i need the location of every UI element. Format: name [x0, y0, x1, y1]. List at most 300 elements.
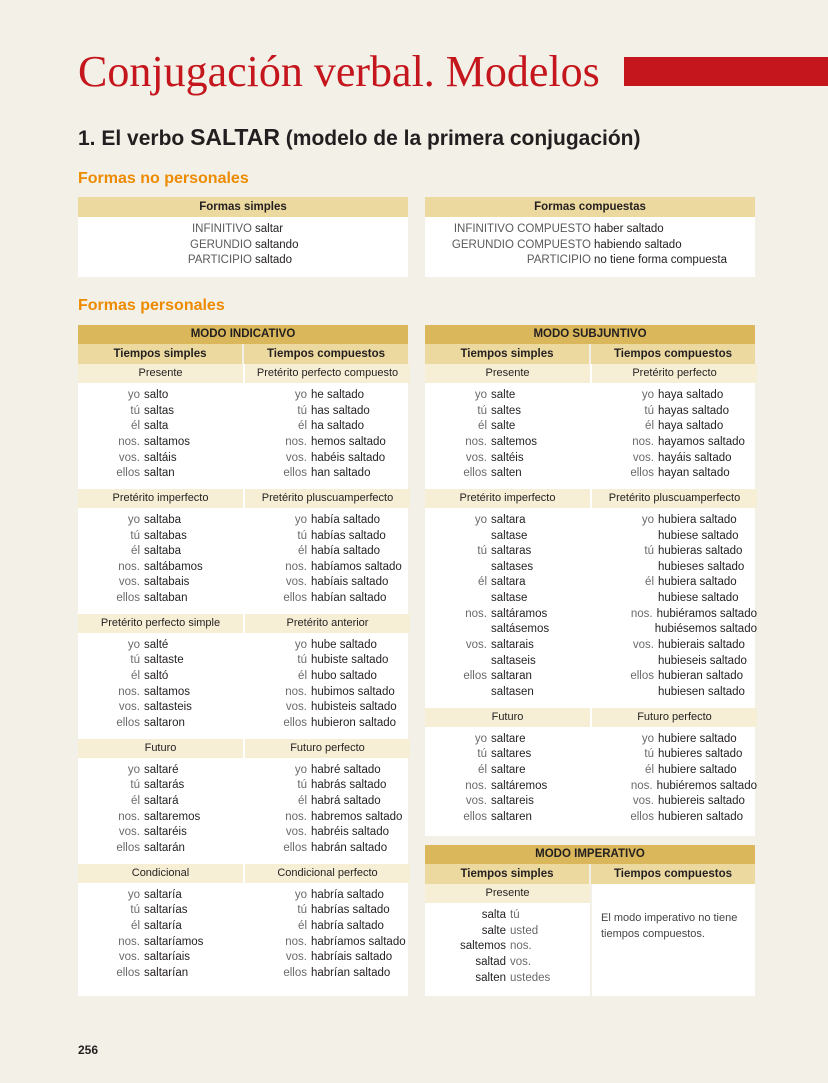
- pronoun: tú: [297, 654, 307, 667]
- verb-form: saltáremos: [491, 779, 548, 792]
- tense-block: [78, 614, 243, 732]
- verb-form: saltásemos: [491, 623, 550, 636]
- conjugation-row: [78, 700, 243, 716]
- pronoun: nos.: [465, 435, 487, 448]
- conjugation-row: [78, 388, 243, 404]
- tense-header: Pretérito imperfecto: [78, 489, 243, 508]
- verb-form: saltabais: [144, 576, 190, 589]
- verb-form: saltemos: [491, 435, 538, 448]
- conjugation-row: [78, 716, 243, 732]
- pronoun: él: [298, 545, 307, 558]
- verb-form: salte: [481, 924, 506, 937]
- verb-form: salta: [481, 909, 506, 921]
- formas-simples-list: [78, 217, 408, 269]
- np-row: [78, 238, 408, 254]
- verb-form: saltaban: [144, 592, 188, 605]
- conjugation-row: [425, 685, 590, 701]
- conjugation-row: [78, 794, 243, 810]
- formas-compuestas-list: [425, 217, 755, 269]
- conjugation-row: [78, 591, 243, 607]
- pronoun: tú: [130, 904, 140, 917]
- conjugation-row: [245, 466, 410, 482]
- conjugation-row: [245, 950, 410, 966]
- conjugation-row: [592, 404, 757, 420]
- conjugation-row: [78, 560, 243, 576]
- verb-form: hayamos saltado: [658, 435, 745, 448]
- indicativo-col-simples: Tiempos simples: [78, 344, 242, 364]
- tense-forms: [78, 883, 243, 982]
- conjugation-row: [425, 435, 590, 451]
- conjugation-row: [245, 919, 410, 935]
- pronoun: ellos: [283, 592, 307, 605]
- pronoun: tú: [477, 404, 487, 417]
- verb-form: hemos saltado: [311, 435, 386, 448]
- verb-form: haya saltado: [658, 420, 724, 433]
- pronoun: tú: [130, 404, 140, 417]
- tense-block: [245, 614, 410, 732]
- verb-form: saltamos: [144, 685, 191, 698]
- verb-form: saltaríamos: [144, 935, 204, 948]
- verb-form: hubimos saltado: [311, 685, 395, 698]
- conjugation-row: [592, 451, 757, 467]
- verb-form: salten: [475, 971, 506, 984]
- verb-form: han saltado: [311, 467, 371, 480]
- pronoun: vos.: [285, 451, 307, 464]
- pronoun: él: [131, 919, 140, 932]
- conjugation-row: [592, 763, 757, 779]
- pronoun: él: [478, 420, 487, 433]
- verb-form: saltarías: [144, 904, 188, 917]
- verb-form: saltaseis: [491, 654, 536, 667]
- np-row: [425, 222, 755, 238]
- verb-form: saltaras: [491, 545, 532, 558]
- verb-form: hubiera saltado: [658, 576, 737, 589]
- verb-form: saltéis: [491, 451, 524, 464]
- tense-forms: [78, 633, 243, 732]
- np-label: GERUNDIO COMPUESTO: [451, 238, 591, 251]
- verb-form: saltará: [144, 794, 179, 807]
- verb-form: saltes: [491, 404, 522, 417]
- subjuntivo-table: [425, 325, 755, 836]
- conjugation-row: [78, 575, 243, 591]
- tense-header: Condicional: [78, 864, 243, 883]
- conjugation-row: [245, 763, 410, 779]
- pronoun: [592, 529, 658, 545]
- verb-form: saltara: [491, 513, 526, 526]
- conjugation-row: [245, 841, 410, 857]
- formas-compuestas-box: [425, 197, 755, 277]
- pronoun: vos.: [465, 795, 487, 808]
- pronoun: tú: [644, 404, 654, 417]
- conjugation-row: [592, 794, 757, 810]
- pronoun: yo: [474, 513, 487, 526]
- verb-form: hubiéramos saltado: [656, 607, 757, 620]
- conjugation-row: [245, 575, 410, 591]
- np-row: [78, 222, 408, 238]
- verb-form: habríamos saltado: [311, 935, 406, 948]
- verb-form: saltaría: [144, 888, 182, 901]
- conjugation-row: [78, 638, 243, 654]
- tense-block: [592, 708, 757, 826]
- pronoun: vos.: [285, 951, 307, 964]
- pronoun: nos.: [630, 779, 653, 792]
- pronoun: nos.: [118, 435, 140, 448]
- verb-form: saltaréis: [144, 826, 187, 839]
- conjugation-row: [425, 560, 590, 576]
- conjugation-row: [245, 560, 410, 576]
- pronoun: ustedes: [510, 971, 551, 984]
- verb-form: saltemos: [459, 940, 506, 953]
- conjugation-row: [78, 451, 243, 467]
- tense-forms: [245, 758, 410, 857]
- pronoun: [592, 685, 658, 701]
- pronoun: yo: [641, 389, 654, 401]
- conjugation-row: [425, 591, 590, 607]
- pronoun: vos.: [510, 956, 532, 969]
- verb-form: habréis saltado: [311, 826, 389, 839]
- pronoun: nos.: [118, 810, 140, 823]
- page-title: Conjugación verbal. Modelos: [78, 47, 600, 96]
- conjugation-row: [78, 404, 243, 420]
- conjugation-row: [425, 529, 590, 545]
- pronoun: nos.: [285, 935, 307, 948]
- pronoun: ellos: [116, 841, 140, 854]
- pronoun: ellos: [283, 717, 307, 729]
- tense-forms: [425, 727, 590, 826]
- pronoun: [425, 654, 491, 670]
- verb-form: salto: [144, 389, 169, 401]
- tense-header: Pretérito imperfecto: [425, 489, 590, 508]
- conjugation-row: [78, 810, 243, 826]
- conjugation-row: [245, 810, 410, 826]
- np-value: saltado: [255, 254, 293, 266]
- tense-block: [78, 489, 243, 607]
- pronoun: ellos: [463, 670, 487, 683]
- verb-form: saltaremos: [144, 810, 201, 823]
- verb-form: habrá saltado: [311, 794, 381, 807]
- pronoun: él: [645, 420, 654, 433]
- tense-forms: [78, 383, 243, 482]
- verb-form: has saltado: [311, 404, 370, 417]
- pronoun: ellos: [630, 810, 654, 823]
- verb-form: saltaste: [144, 654, 184, 667]
- pronoun: nos.: [118, 935, 140, 948]
- pronoun: él: [131, 420, 140, 433]
- conjugation-row: [592, 560, 757, 576]
- pronoun: él: [478, 763, 487, 776]
- verb-form: saltare: [491, 732, 526, 745]
- np-label: INFINITIVO COMPUESTO: [453, 223, 591, 235]
- tense-block: [245, 739, 410, 857]
- conjugation-row: [592, 779, 757, 795]
- np-value: saltando: [255, 238, 299, 251]
- verb-form: hubieron saltado: [311, 717, 397, 729]
- verb-form: hubieres saltado: [658, 748, 743, 761]
- verb-form: hayas saltado: [658, 404, 729, 417]
- pronoun: [425, 685, 491, 701]
- verb-form: salté: [144, 638, 169, 651]
- conjugation-row: [245, 966, 410, 982]
- pronoun: yo: [294, 763, 307, 776]
- section-number: 1.: [78, 127, 96, 150]
- pronoun: vos.: [285, 576, 307, 589]
- formas-simples-box: [78, 197, 408, 277]
- conjugation-row: [78, 825, 243, 841]
- conjugation-row: [245, 903, 410, 919]
- conjugation-row: [245, 685, 410, 701]
- verb-form: saltad: [475, 956, 506, 969]
- conjugation-row: [592, 810, 757, 826]
- pronoun: tú: [130, 529, 140, 542]
- conjugation-row: [425, 638, 590, 654]
- tense-forms: [245, 383, 410, 482]
- pronoun: nos.: [510, 940, 532, 953]
- pronoun: [592, 654, 658, 670]
- tense-block: [78, 739, 243, 857]
- conjugation-row: [245, 388, 410, 404]
- indicativo-column-headers: [78, 344, 408, 364]
- verb-form: saltó: [144, 670, 169, 683]
- conjugation-row: [245, 716, 410, 732]
- pronoun: ellos: [463, 810, 487, 823]
- pronoun: vos.: [118, 951, 140, 964]
- verb-form: hubieses saltado: [658, 560, 745, 573]
- pronoun: ellos: [116, 467, 140, 480]
- tense-header: Futuro: [78, 739, 243, 758]
- pronoun: ellos: [283, 841, 307, 854]
- verb-form: habría saltado: [311, 888, 384, 901]
- conjugation-row: [425, 763, 590, 779]
- verb-form: habían saltado: [311, 592, 387, 605]
- verb-form: he saltado: [311, 389, 365, 401]
- conjugation-row: [78, 888, 243, 904]
- pronoun: [425, 591, 491, 607]
- verb-form: hubo saltado: [311, 670, 377, 683]
- conjugation-row: [78, 935, 243, 951]
- conjugation-row: [425, 622, 590, 638]
- conjugation-row: [245, 591, 410, 607]
- pronoun: vos.: [118, 576, 140, 589]
- pronoun: vos.: [118, 451, 140, 464]
- conjugation-row: [78, 529, 243, 545]
- tense-header: Pretérito perfecto simple: [78, 614, 243, 633]
- pronoun: vos.: [465, 451, 487, 464]
- conjugation-row: [592, 435, 757, 451]
- tense-block: [425, 489, 590, 701]
- tense-header: Futuro: [425, 708, 590, 727]
- title-accent-bar: [624, 57, 828, 86]
- conjugation-row: [592, 544, 757, 560]
- conjugation-row: [425, 544, 590, 560]
- conjugation-row: [245, 700, 410, 716]
- verb-form: saltáramos: [491, 607, 548, 620]
- verb-form: saltase: [491, 529, 528, 542]
- pronoun: tú: [297, 529, 307, 542]
- verb-form: saltase: [491, 592, 528, 605]
- conjugation-row: [592, 575, 757, 591]
- conjugation-row: [245, 669, 410, 685]
- conjugation-row: [245, 935, 410, 951]
- imperativo-simples-column: [425, 884, 590, 986]
- pronoun: yo: [294, 389, 307, 401]
- conjugation-row: [425, 466, 590, 482]
- pronoun: vos.: [632, 639, 654, 652]
- pronoun: nos.: [465, 607, 487, 620]
- np-label: INFINITIVO: [191, 223, 252, 235]
- pronoun: [425, 622, 491, 638]
- conjugation-row: [425, 575, 590, 591]
- imperative-row: [425, 924, 590, 940]
- personales-heading: Formas personales: [78, 297, 225, 314]
- imperative-row: [425, 971, 590, 987]
- tense-block: [245, 864, 410, 982]
- pronoun: vos.: [285, 826, 307, 839]
- np-value: haber saltado: [594, 223, 664, 235]
- verb-form: hubieran saltado: [658, 670, 744, 683]
- pronoun: él: [131, 670, 140, 683]
- pronoun: vos.: [285, 701, 307, 714]
- conjugation-row: [592, 591, 757, 607]
- verb-form: saltare: [491, 763, 526, 776]
- tense-forms: [78, 508, 243, 607]
- verb-form: hubieseis saltado: [658, 654, 747, 667]
- conjugation-row: [425, 404, 590, 420]
- pronoun: nos.: [285, 560, 307, 573]
- verb-form: saltaron: [144, 717, 185, 729]
- pronoun: [425, 560, 491, 576]
- pronoun: vos.: [118, 701, 140, 714]
- conjugation-row: [245, 435, 410, 451]
- np-value: saltar: [255, 223, 284, 235]
- subjuntivo-col-simples: Tiempos simples: [425, 344, 589, 364]
- verb-form: hubiste saltado: [311, 654, 389, 667]
- conjugation-row: [245, 419, 410, 435]
- pronoun: él: [298, 420, 307, 433]
- conjugation-row: [425, 810, 590, 826]
- pronoun: él: [131, 545, 140, 558]
- verb-form: hubieras saltado: [658, 545, 743, 558]
- conjugation-row: [245, 544, 410, 560]
- pronoun: [425, 529, 491, 545]
- imperativo-col-compuestos: Tiempos compuestos: [589, 864, 755, 884]
- verb-form: habrían saltado: [311, 966, 391, 979]
- tense-block: [592, 489, 757, 701]
- verb-form: saltaba: [144, 513, 182, 526]
- pronoun: él: [645, 576, 654, 589]
- pronoun: tú: [297, 904, 307, 917]
- verb-form: hubisteis saltado: [311, 701, 397, 714]
- verb-form: saltarían: [144, 966, 189, 979]
- verb-form: salta: [144, 420, 169, 433]
- conjugation-row: [592, 747, 757, 763]
- verb-form: habremos saltado: [311, 810, 403, 823]
- formas-simples-header: Formas simples: [78, 197, 408, 217]
- verb-form: saltábamos: [144, 560, 203, 573]
- imperative-row: [425, 939, 590, 955]
- pronoun: ellos: [463, 467, 487, 480]
- pronoun: tú: [477, 748, 487, 761]
- conjugation-row: [245, 778, 410, 794]
- conjugation-row: [245, 451, 410, 467]
- verb-form: habrías saltado: [311, 904, 390, 917]
- conjugation-row: [78, 466, 243, 482]
- verb-form: haya saltado: [658, 389, 724, 401]
- pronoun: [592, 591, 658, 607]
- indicativo-col-compuestos: Tiempos compuestos: [242, 344, 408, 364]
- verb-form: saltan: [144, 467, 175, 480]
- verb-form: hayáis saltado: [658, 451, 732, 464]
- tense-block: [245, 489, 410, 607]
- tense-header: Condicional perfecto: [245, 864, 410, 883]
- conjugation-row: [78, 544, 243, 560]
- verb-form: hubiere saltado: [658, 763, 737, 776]
- subjuntivo-column-headers: [425, 344, 755, 364]
- tense-block: [425, 364, 590, 482]
- verb-form: había saltado: [311, 545, 381, 558]
- pronoun: nos.: [118, 560, 140, 573]
- pronoun: nos.: [632, 435, 654, 448]
- pronoun: tú: [297, 779, 307, 792]
- conjugation-row: [425, 779, 590, 795]
- conjugation-row: [78, 966, 243, 982]
- pronoun: nos.: [285, 810, 307, 823]
- verb-form: hubierais saltado: [658, 639, 745, 652]
- verb-form: hubiere saltado: [658, 732, 737, 745]
- imperativo-table: [425, 845, 755, 996]
- verb-form: habrán saltado: [311, 841, 388, 854]
- imperativo-forms: [425, 903, 590, 986]
- conjugation-row: [592, 529, 757, 545]
- conjugation-row: [78, 763, 243, 779]
- verb-form: habías saltado: [311, 529, 386, 542]
- pronoun: tú: [130, 654, 140, 667]
- conjugation-row: [245, 825, 410, 841]
- imperativo-compuestos-column: [590, 884, 757, 996]
- tense-header: Pretérito pluscuamperfecto: [592, 489, 757, 508]
- verb-form: saltasteis: [144, 701, 192, 714]
- np-value: no tiene forma compuesta: [594, 254, 727, 266]
- conjugation-row: [592, 732, 757, 748]
- tense-forms: [592, 508, 757, 701]
- imperativo-tense-header: Presente: [425, 884, 590, 903]
- conjugation-row: [78, 778, 243, 794]
- conjugation-row: [245, 794, 410, 810]
- conjugation-row: [425, 451, 590, 467]
- tense-block: [78, 864, 243, 982]
- verb-form: saltases: [491, 560, 534, 573]
- tense-forms: [425, 383, 590, 482]
- np-label: PARTICIPIO: [187, 254, 252, 266]
- pronoun: yo: [641, 732, 654, 745]
- tense-header: Futuro perfecto: [592, 708, 757, 727]
- conjugation-row: [78, 919, 243, 935]
- conjugation-row: [425, 513, 590, 529]
- pronoun: él: [298, 919, 307, 932]
- pronoun: ellos: [116, 966, 140, 979]
- tense-block: [592, 364, 757, 482]
- pronoun: tú: [477, 545, 487, 558]
- pronoun: yo: [127, 763, 140, 776]
- page-number: 256: [78, 1043, 99, 1057]
- pronoun: yo: [294, 638, 307, 651]
- verb-form: habría saltado: [311, 919, 384, 932]
- pronoun: yo: [641, 513, 654, 526]
- verb-form: saltas: [144, 404, 175, 417]
- verb-form: habré saltado: [311, 763, 381, 776]
- conjugation-row: [592, 669, 757, 685]
- pronoun: yo: [127, 513, 140, 526]
- verb-form: saltarás: [144, 779, 185, 792]
